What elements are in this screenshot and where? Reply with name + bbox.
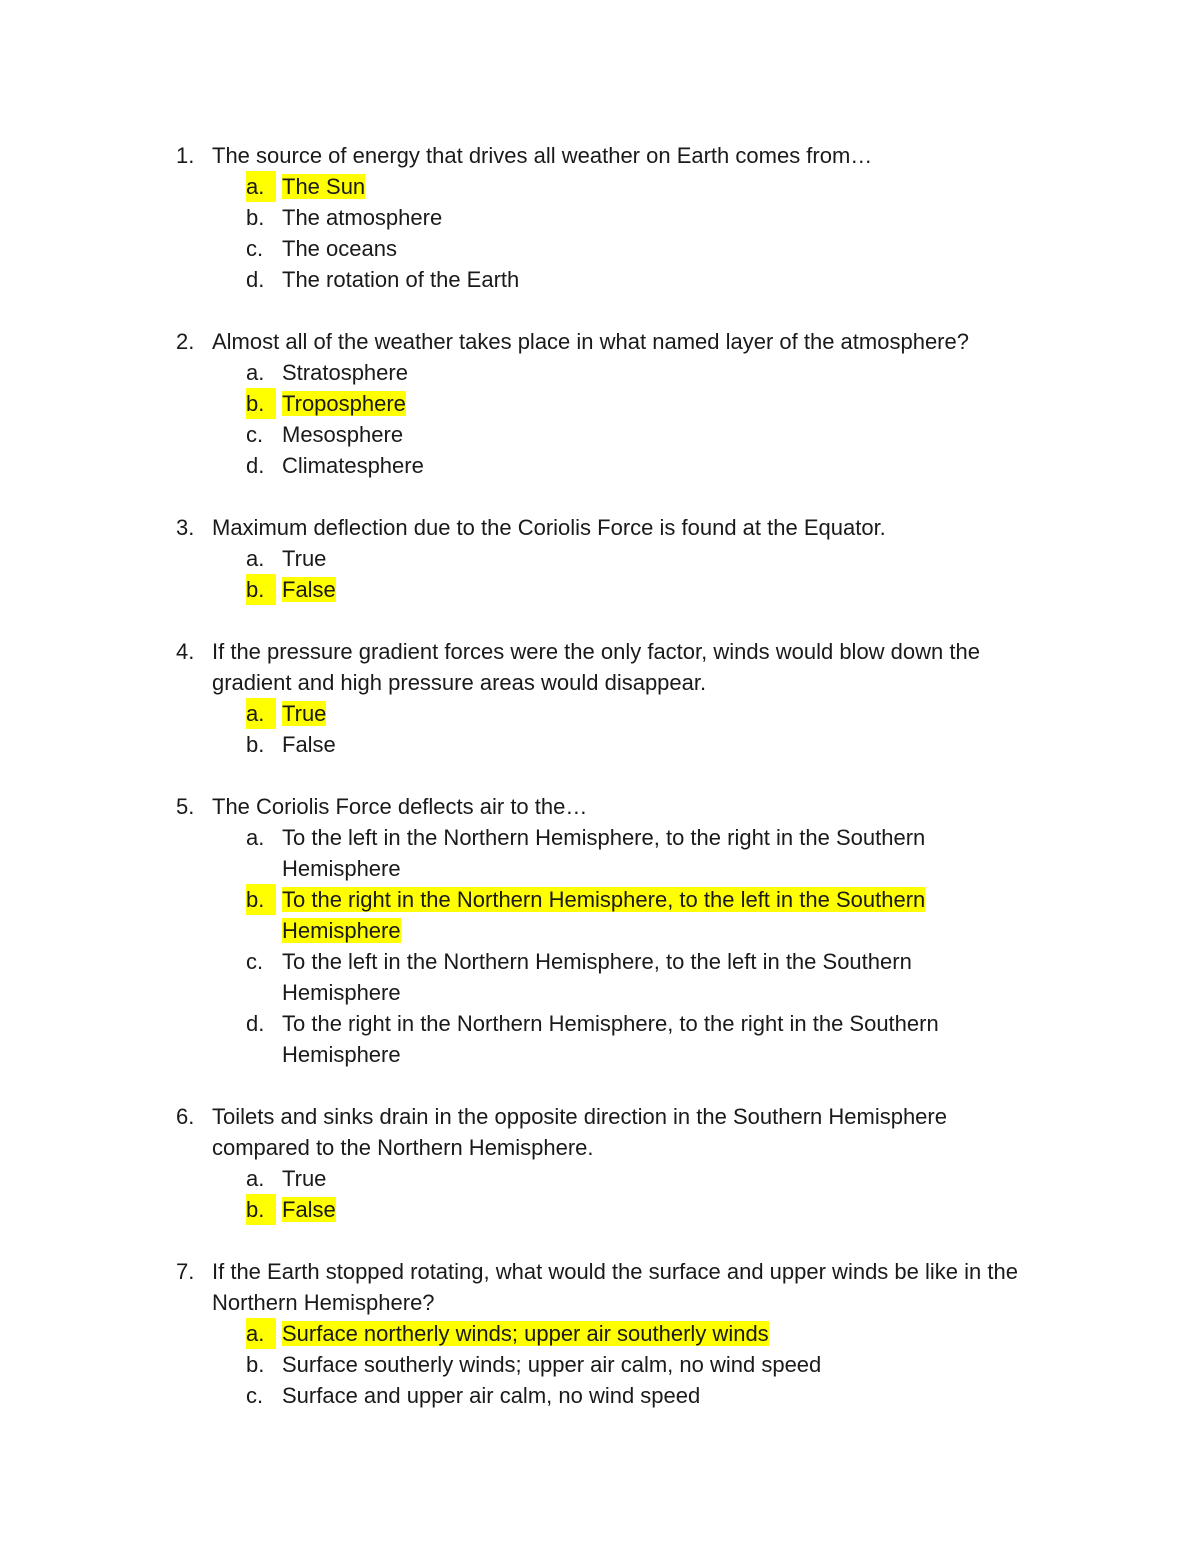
option-text: To the left in the Northern Hemisphere, to the right in the Southern Hemisphere [282,825,926,881]
question-prompt: If the pressure gradient forces were the only factor, winds would blow down the gradient and high pressure areas would disappear. [212,639,980,695]
option-letter: a. [246,698,276,729]
option-letter: a. [246,1166,265,1191]
option-text: The Sun [282,174,366,199]
question-number: 7. [176,1259,195,1284]
option-letter: c. [246,949,264,974]
option-letter: b. [246,388,276,419]
answer-option [0,419,982,450]
answer-option [0,729,982,760]
question-prompt: Toilets and sinks drain in the opposite direction in the Southern Hemisphere compared to the Northern Hemisphere. [212,1104,947,1160]
answer-option [0,1194,982,1225]
question-prompt: The source of energy that drives all weather on Earth comes from… [212,143,873,168]
option-text: True [282,1166,327,1191]
question-number: 3. [176,515,195,540]
answer-option [0,884,982,946]
option-text: To the left in the Northern Hemisphere, to the left in the Southern Hemisphere [282,949,912,1005]
answer-option [0,450,982,481]
question-2 [0,326,1200,481]
answer-option [0,1163,982,1194]
question-1 [0,140,1200,295]
question-number: 5. [176,794,195,819]
option-letter: a. [246,546,265,571]
option-text: True [282,701,327,726]
answer-option [0,543,982,574]
question-number: 6. [176,1104,195,1129]
option-letter: a. [246,1318,276,1349]
answer-option [0,171,982,202]
option-text: True [282,546,327,571]
question-text [0,636,1042,698]
option-text: The rotation of the Earth [282,267,520,292]
answer-option [0,1380,982,1411]
question-7 [0,1256,1200,1411]
question-prompt: Almost all of the weather takes place in what named layer of the atmosphere? [212,329,969,354]
option-text: Surface and upper air calm, no wind speed [282,1383,701,1408]
answer-option [0,388,982,419]
option-text: Stratosphere [282,360,408,385]
question-number: 1. [176,143,195,168]
question-number: 4. [176,639,195,664]
option-text: False [282,577,336,602]
option-letter: c. [246,236,264,261]
question-6 [0,1101,1200,1225]
option-letter: d. [246,267,265,292]
question-prompt: If the Earth stopped rotating, what would the surface and upper winds be like in the Northern Hemisphere? [212,1259,1018,1315]
option-text: Climatesphere [282,453,424,478]
answer-option [0,1349,982,1380]
option-letter: b. [246,574,276,605]
answer-option [0,202,982,233]
option-text: Mesosphere [282,422,404,447]
option-letter: b. [246,884,276,915]
option-letter: b. [246,205,265,230]
question-text [0,1101,1042,1163]
question-4 [0,636,1200,760]
option-letter: b. [246,732,265,757]
answer-option [0,233,982,264]
answer-option [0,822,982,884]
question-3 [0,512,1200,605]
answer-option [0,1318,982,1349]
question-text [0,326,1042,357]
answer-option [0,698,982,729]
option-letter: c. [246,422,264,447]
question-text [0,1256,1042,1318]
quiz-page [0,140,1200,1442]
answer-option [0,1008,982,1070]
option-letter: a. [246,171,276,202]
question-5 [0,791,1200,1070]
question-prompt: Maximum deflection due to the Coriolis Force is found at the Equator. [212,515,886,540]
answer-option [0,574,982,605]
option-letter: b. [246,1194,276,1225]
option-letter: c. [246,1383,264,1408]
question-text [0,140,1042,171]
answer-option [0,264,982,295]
question-text [0,512,1042,543]
option-text: The oceans [282,236,397,261]
option-letter: d. [246,1011,265,1036]
option-text: Surface southerly winds; upper air calm, no wind speed [282,1352,822,1377]
question-prompt: The Coriolis Force deflects air to the… [212,794,588,819]
option-text: Surface northerly winds; upper air southerly winds [282,1321,769,1346]
option-letter: d. [246,453,265,478]
option-text: The atmosphere [282,205,443,230]
question-number: 2. [176,329,195,354]
option-text: Troposphere [282,391,406,416]
option-letter: b. [246,1352,265,1377]
option-text: To the right in the Northern Hemisphere, to the right in the Southern Hemisphere [282,1011,939,1067]
option-text: To the right in the Northern Hemisphere, to the left in the Southern Hemisphere [282,887,926,943]
option-letter: a. [246,360,265,385]
answer-option [0,946,982,1008]
question-text [0,791,1042,822]
option-text: False [282,732,336,757]
option-letter: a. [246,825,265,850]
option-text: False [282,1197,336,1222]
answer-option [0,357,982,388]
